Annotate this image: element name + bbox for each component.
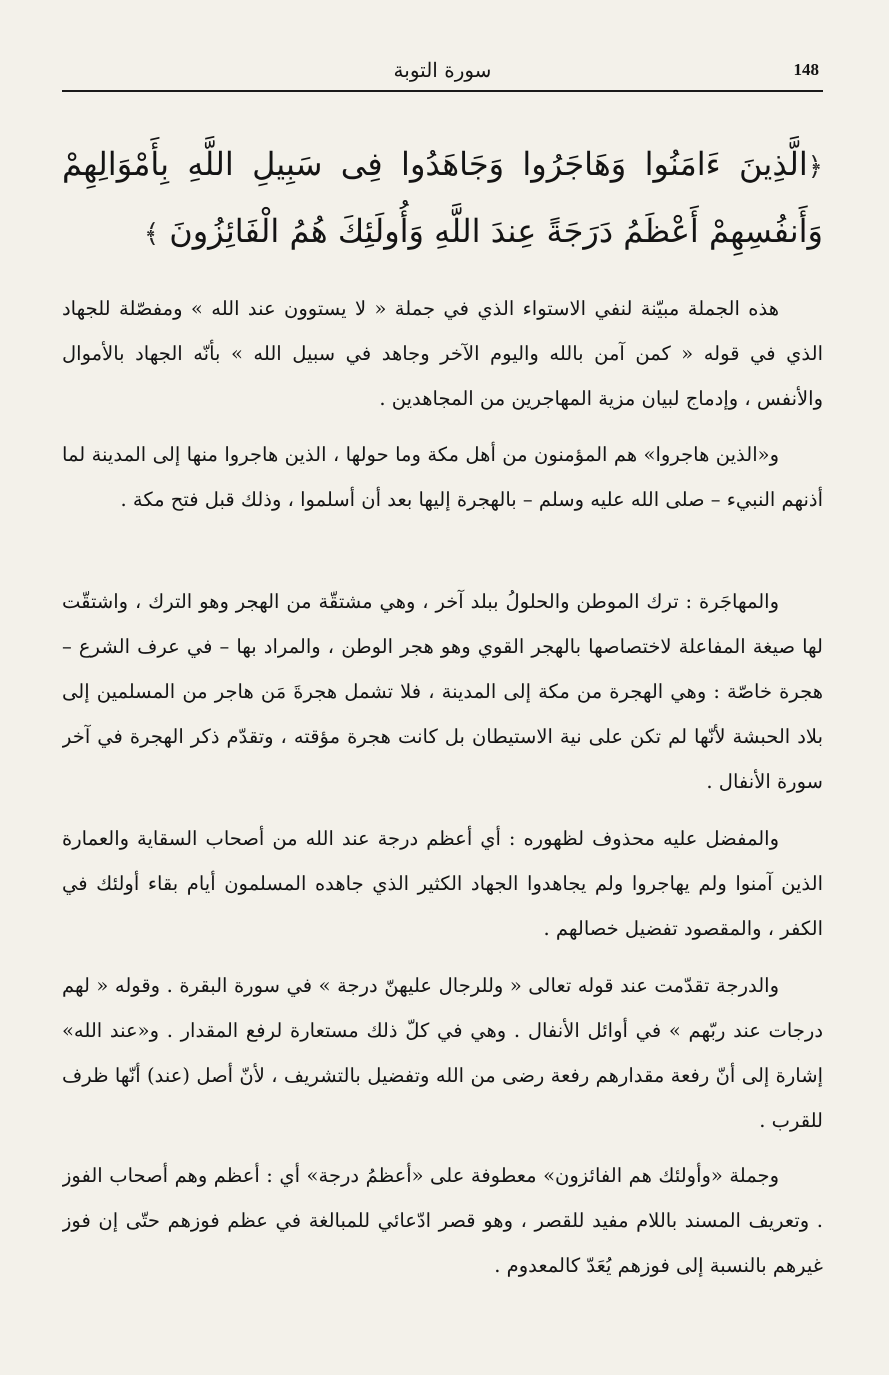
commentary-paragraph-2: و«الذين هاجروا» هم المؤمنون من أهل مكة وما حولها ، الذين هاجروا منها إلى المدينة لما أذنهم النبيء – صلى الله عليه وسلم – بالهجرة إليها بعد أن أسلموا ، وذلك قبل فتح مكة . — [62, 443, 823, 511]
commentary-paragraph-3: والمهاجَرة : ترك الموطن والحلولُ ببلد آخر ، وهي مشتقّة من الهجر وهو الترك ، واشتقّت لها صيغة المفاعلة لاختصاصها بالهجر القوي وهو هجر الوطن ، والمراد بها – في عرف الشرع – هجرة خاصّة : وهي الهجرة من مكة إلى المدينة ، فلا تشمل هجرةَ مَن هاجر من المسلمين إلى بلاد الحبشة لأنّها لم تكن على نية الاستيطان بل كانت هجرة مؤقته ، وتقدّم ذكر الهجرة في آخر سورة الأنفال . — [62, 590, 823, 793]
commentary-paragraph-6: وجملة «وأولئك هم الفائزون» معطوفة على «أعظمُ درجة» أي : أعظم وهم أصحاب الفوز . وتعريف المسند باللام مفيد للقصر ، وهو قصر ادّعائي للمبالغة في عظم فوزهم حتّى إن فوز غيرهم بالنسبة إلى فوزهم يُعَدّ كالمعدوم . — [62, 1164, 823, 1277]
commentary-paragraph-4: والمفضل عليه محذوف لظهوره : أي أعظم درجة عند الله من أصحاب السقاية والعمارة الذين آمنوا ولم يهاجروا ولم يجاهدوا الجهاد الكثير الذي جاهده المسلمون أيام بقاء أولئك في الكفر ، والمقصود تفضيل خصالهم . — [62, 827, 823, 940]
page-number: 148 — [793, 60, 819, 79]
commentary-paragraph-5: والدرجة تقدّمت عند قوله تعالى « وللرجال عليهنّ درجة » في سورة البقرة . وقوله « لهم درجات عند ربّهم » في أوائل الأنفال . وهي في كلّ ذلك مستعارة لرفع المقدار . و«عند الله» إشارة إلى أنّ رفعة مقدارهم رفعة رضى من الله وتفضيل بالتشريف ، لأنّ أصل (عند) أنّها ظرف للقرب . — [62, 974, 823, 1132]
verse-close-ornament: ﴾ — [143, 219, 160, 249]
quran-verse — [62, 132, 823, 260]
surah-title: سورة التوبة — [393, 58, 492, 82]
verse-text: الَّذِينَ ءَامَنُوا وَهَاجَرُوا وَجَاهَدُوا فِى سَبِيلِ اللَّهِ بِأَمْوَالِهِمْ وَأَنفُسِهِمْ أَعْظَمُ دَرَجَةً عِندَ اللَّهِ وَأُولَئِكَ هُمُ الْفَائِزُونَ — [62, 145, 823, 250]
commentary-paragraph-1: هذه الجملة مبيّنة لنفي الاستواء الذي في جملة « لا يستوون عند الله » ومفصّلة للجهاد الذي في قوله « كمن آمن بالله واليوم الآخر وجاهد في سبيل الله » بأنّه الجهاد بالأموال والأنفس ، وإدماج لبيان مزية المهاجرين من المجاهدين . — [62, 297, 823, 410]
running-header — [62, 54, 823, 92]
verse-open-ornament: ﴿ — [807, 152, 823, 182]
